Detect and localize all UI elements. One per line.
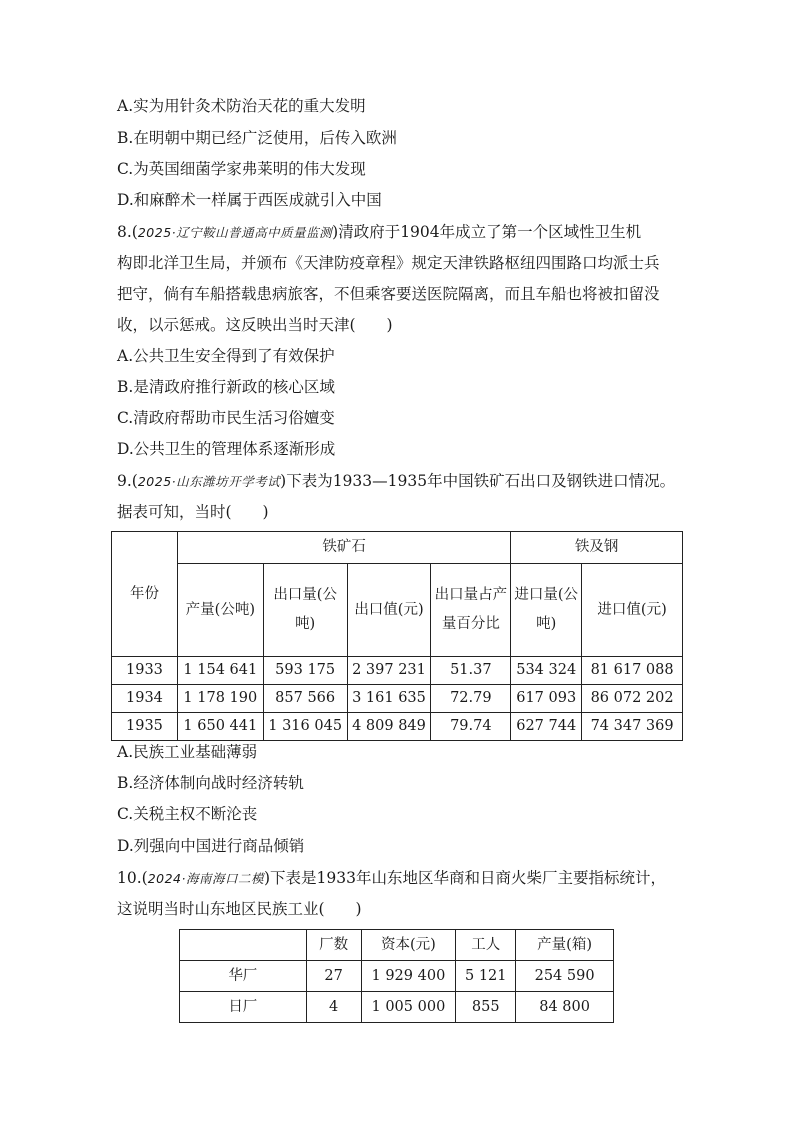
q9-col-export-value: 出口值(元)	[347, 564, 431, 657]
q10-stem-text: )下表是1933年山东地区华商和日商火柴厂主要指标统计，	[264, 869, 666, 887]
table-cell: 617 093	[511, 685, 582, 713]
table-cell: 1 005 000	[361, 992, 456, 1023]
q8-stem-line2: 构即北洋卫生局，并颁布《天津防疫章程》规定天津铁路枢纽四围路口均派士兵	[117, 254, 660, 272]
q8-stem-text: )清政府于1904年成立了第一个区域性卫生机	[332, 223, 642, 241]
table-cell: 3 161 635	[347, 685, 431, 713]
table-cell: 1 178 190	[177, 685, 263, 713]
q8-number: 8.(	[117, 223, 138, 241]
table-cell: 81 617 088	[582, 657, 683, 685]
table-cell: 5 121	[456, 961, 516, 992]
q10-stem-line1	[117, 868, 687, 889]
q9-option-b: B.经济体制向战时经济转轨	[117, 774, 304, 792]
q9-header-iron-steel: 铁及钢	[511, 532, 683, 564]
q8-stem-line3: 把守，倘有车船搭载患病旅客，不但乘客要送医院隔离，而且车船也将被扣留没	[117, 285, 660, 303]
table-cell: 627 744	[511, 713, 582, 741]
q10-col-output: 产量(箱)	[516, 930, 614, 961]
q10-number: 10.(	[117, 869, 148, 887]
q8-option-b: B.是清政府推行新政的核心区域	[117, 378, 335, 396]
q10-col-workers: 工人	[456, 930, 516, 961]
q9-col-export-volume: 出口量(公吨)	[263, 564, 347, 657]
table-cell: 4 809 849	[347, 713, 431, 741]
table-cell: 74 347 369	[582, 713, 683, 741]
q10-table	[179, 929, 614, 1023]
table-cell: 84 800	[516, 992, 614, 1023]
table-row	[112, 713, 683, 741]
q7-option-c: C.为英国细菌学家弗莱明的伟大发现	[117, 160, 366, 178]
q8-stem-line4: 收，以示惩戒。这反映出当时天津( )	[117, 316, 393, 334]
table-cell: 857 566	[263, 685, 347, 713]
q8-option-c: C.清政府帮助市民生活习俗嬗变	[117, 409, 335, 427]
q8-source: 2025·辽宁鞍山普通高中质量监测	[137, 225, 333, 240]
q10-col-factories: 厂数	[306, 930, 361, 961]
table-cell: 2 397 231	[347, 657, 431, 685]
q9-col-export-percent: 出口量占产量百分比	[431, 564, 511, 657]
q9-col-import-value: 进口值(元)	[582, 564, 683, 657]
table-cell: 1 929 400	[361, 961, 456, 992]
table-cell: 日厂	[180, 992, 307, 1023]
table-cell: 1933	[112, 657, 178, 685]
q10-col-blank	[180, 930, 307, 961]
q10-stem-line2: 这说明当时山东地区民族工业( )	[117, 900, 362, 918]
table-cell: 4	[306, 992, 361, 1023]
q9-stem-line1	[117, 471, 687, 492]
table-row	[180, 961, 614, 992]
q8-stem-line1	[117, 222, 687, 243]
q9-header-year: 年份	[112, 532, 178, 657]
table-cell: 1 316 045	[263, 713, 347, 741]
q9-col-import-volume: 进口量(公吨)	[511, 564, 582, 657]
table-cell: 1 650 441	[177, 713, 263, 741]
table-cell: 79.74	[431, 713, 511, 741]
table-cell: 51.37	[431, 657, 511, 685]
table-cell: 534 324	[511, 657, 582, 685]
table-cell: 27	[306, 961, 361, 992]
q7-option-d: D.和麻醉术一样属于西医成就引入中国	[117, 191, 382, 209]
q9-header-iron-ore: 铁矿石	[177, 532, 510, 564]
table-cell: 72.79	[431, 685, 511, 713]
q9-option-d: D.列强向中国进行商品倾销	[117, 837, 305, 855]
table-cell: 1935	[112, 713, 178, 741]
q10-col-capital: 资本(元)	[361, 930, 456, 961]
q9-source: 2025·山东潍坊开学考试	[137, 474, 281, 489]
q9-col-output: 产量(公吨)	[177, 564, 263, 657]
q8-option-d: D.公共卫生的管理体系逐渐形成	[117, 440, 336, 458]
table-cell: 86 072 202	[582, 685, 683, 713]
table-cell: 855	[456, 992, 516, 1023]
q9-table	[111, 531, 683, 741]
q7-option-b: B.在明朝中期已经广泛使用，后传入欧洲	[117, 129, 397, 147]
table-cell: 1 154 641	[177, 657, 263, 685]
q9-option-a: A.民族工业基础薄弱	[117, 743, 258, 761]
q8-option-a: A.公共卫生安全得到了有效保护	[117, 347, 335, 365]
q10-source: 2024·海南海口二模	[147, 871, 264, 886]
q7-option-a: A.实为用针灸术防治天花的重大发明	[117, 97, 366, 115]
table-cell: 593 175	[263, 657, 347, 685]
q9-stem-text: )下表为1933—1935年中国铁矿石出口及钢铁进口情况。	[280, 472, 676, 490]
q9-number: 9.(	[117, 472, 138, 490]
table-cell: 1934	[112, 685, 178, 713]
table-row	[112, 657, 683, 685]
table-cell: 254 590	[516, 961, 614, 992]
table-cell: 华厂	[180, 961, 307, 992]
q9-option-c: C.关税主权不断沦丧	[117, 805, 258, 823]
table-row	[112, 685, 683, 713]
table-row	[180, 992, 614, 1023]
q9-stem-line2: 据表可知，当时( )	[117, 503, 269, 521]
